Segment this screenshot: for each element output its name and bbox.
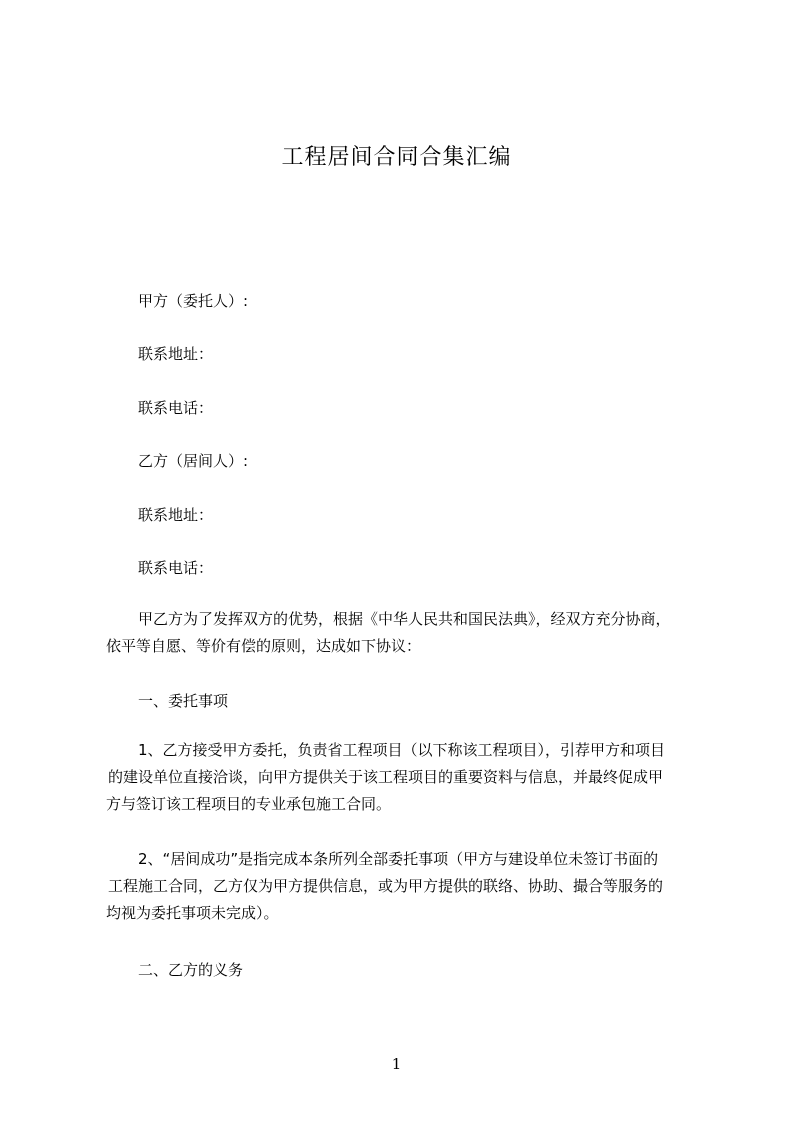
document-title: 工程居间合同合集汇编 bbox=[281, 145, 512, 170]
page-number: 1 bbox=[391, 1055, 402, 1073]
clause-line: 的建设单位直接洽谈，向甲方提供关于该工程项目的重要资料与信息，并最终促成甲 bbox=[108, 768, 664, 786]
clause-line: 方与签订该工程项目的专业承包施工合同。 bbox=[106, 795, 392, 813]
clause-line: 1、乙方接受甲方委托，负责省工程项目（以下称该工程项目），引荐甲方和项目 bbox=[138, 741, 666, 759]
party-a-phone-label: 联系电话： bbox=[138, 399, 214, 417]
clause-line: 均视为委托事项未完成）。 bbox=[106, 904, 279, 922]
party-a-address-label: 联系地址： bbox=[138, 345, 214, 363]
clause-line: 工程施工合同，乙方仅为甲方提供信息，或为甲方提供的联络、协助、撮合等服务的 bbox=[108, 877, 664, 895]
intro-line: 依平等自愿、等价有偿的原则，达成如下协议： bbox=[106, 637, 422, 655]
clause-paragraph bbox=[106, 737, 706, 818]
party-b-address-label: 联系地址： bbox=[138, 506, 214, 524]
intro-line: 甲乙方为了发挥双方的优势，根据《中华人民共和国民法典》，经双方充分协商， bbox=[138, 610, 671, 628]
party-a-label: 甲方（委托人）: bbox=[138, 292, 249, 310]
clause-line: 2、“居间成功”是指完成本条所列全部委托事项（甲方与建设单位未签订书面的 bbox=[138, 850, 659, 868]
section-heading: 二、乙方的义务 bbox=[138, 961, 244, 979]
party-b-phone-label: 联系电话： bbox=[138, 559, 214, 577]
intro-paragraph bbox=[106, 606, 706, 660]
party-b-label: 乙方（居间人）: bbox=[138, 452, 249, 470]
section-heading: 一、委托事项 bbox=[138, 692, 229, 710]
clause-paragraph bbox=[106, 846, 706, 927]
